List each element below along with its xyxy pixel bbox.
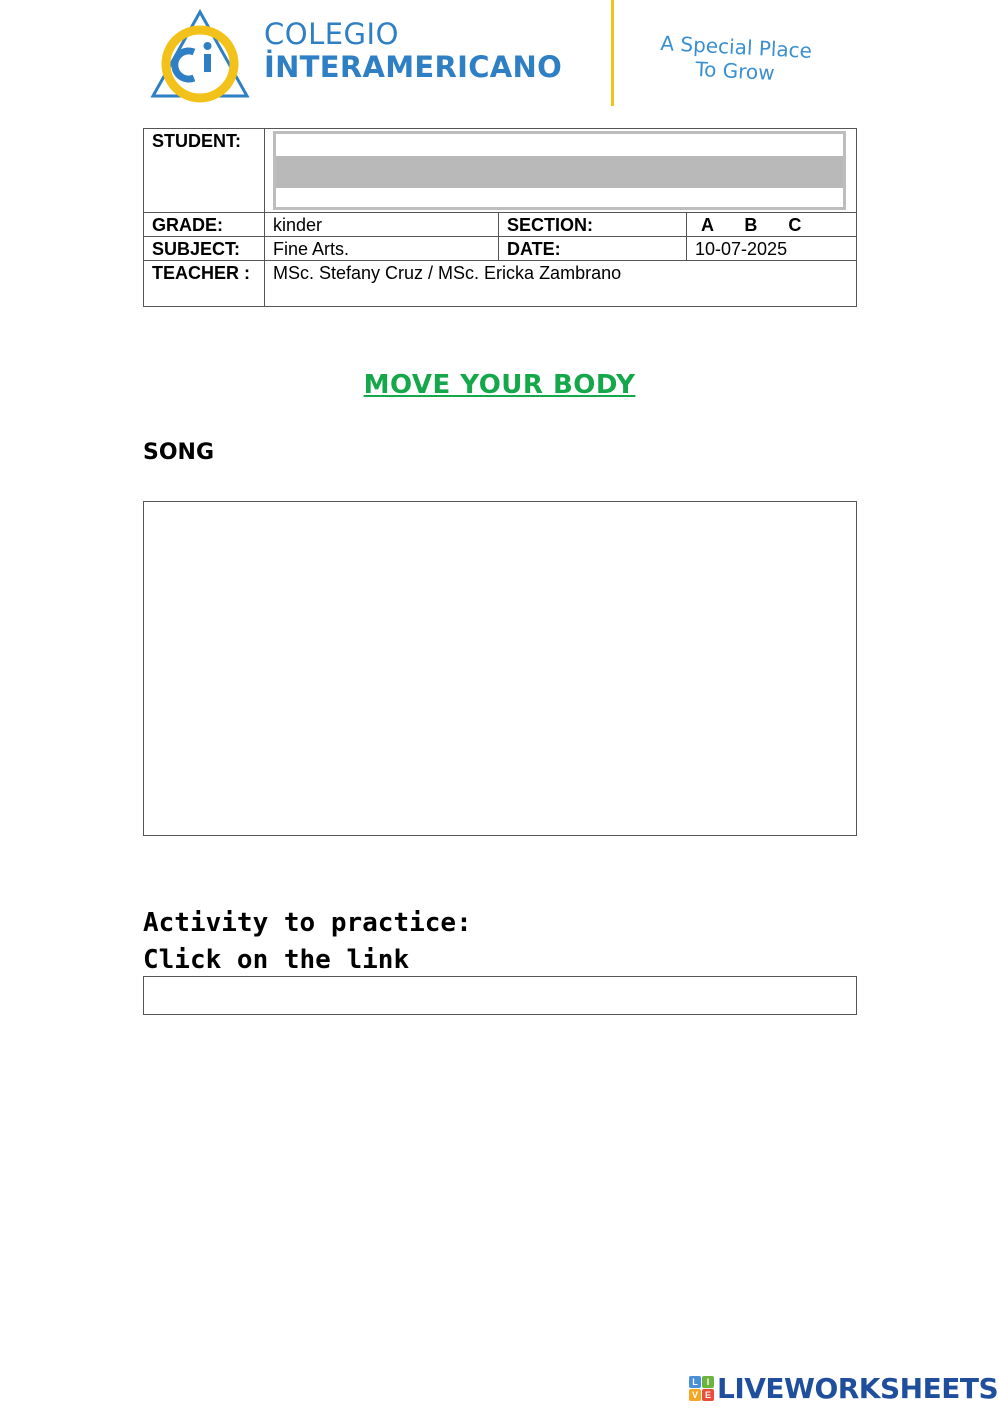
activity-instructions — [143, 905, 472, 979]
logo-letter-e: E — [702, 1389, 714, 1401]
song-video-box[interactable] — [143, 501, 857, 836]
liveworksheets-wordmark: LIVEWORKSHEETS — [717, 1372, 999, 1405]
date-label: DATE: — [499, 237, 687, 261]
logo-letter-l: L — [689, 1376, 701, 1388]
song-heading: SONG — [143, 440, 215, 465]
grade-label: GRADE: — [144, 213, 265, 237]
student-label: STUDENT: — [144, 129, 265, 213]
worksheet-title: MOVE YOUR BODY — [363, 370, 636, 400]
school-name-line2: İNTERAMERICANO — [264, 50, 563, 84]
grade-value: kinder — [265, 213, 499, 237]
activity-line1: Activity to practice: — [143, 908, 472, 938]
school-crest-icon — [150, 8, 250, 104]
student-name-field[interactable] — [273, 131, 846, 210]
tagline-line1: A Special Place — [659, 31, 813, 63]
tagline-line2: To Grow — [694, 56, 776, 85]
liveworksheets-brand — [689, 1372, 998, 1405]
student-name-cell — [265, 129, 857, 213]
subject-label: SUBJECT: — [144, 237, 265, 261]
logo-letter-i: I — [702, 1376, 714, 1388]
school-tagline — [639, 30, 831, 88]
date-value: 10-07-2025 — [687, 237, 857, 261]
student-info-table — [143, 128, 857, 307]
school-name-line1: COLEGIO — [264, 17, 399, 51]
subject-value: Fine Arts. — [265, 237, 499, 261]
activity-line2: Click on the link — [143, 945, 410, 975]
activity-link-field[interactable] — [143, 976, 857, 1015]
liveworksheets-logo-icon — [689, 1376, 714, 1401]
school-name — [264, 17, 563, 84]
teacher-label: TEACHER : — [144, 261, 265, 307]
section-label: SECTION: — [499, 213, 687, 237]
logo-letter-v: V — [689, 1389, 701, 1401]
header-divider — [611, 0, 614, 106]
section-options: A B C — [687, 213, 857, 237]
teacher-value: MSc. Stefany Cruz / MSc. Ericka Zambrano — [265, 261, 857, 307]
